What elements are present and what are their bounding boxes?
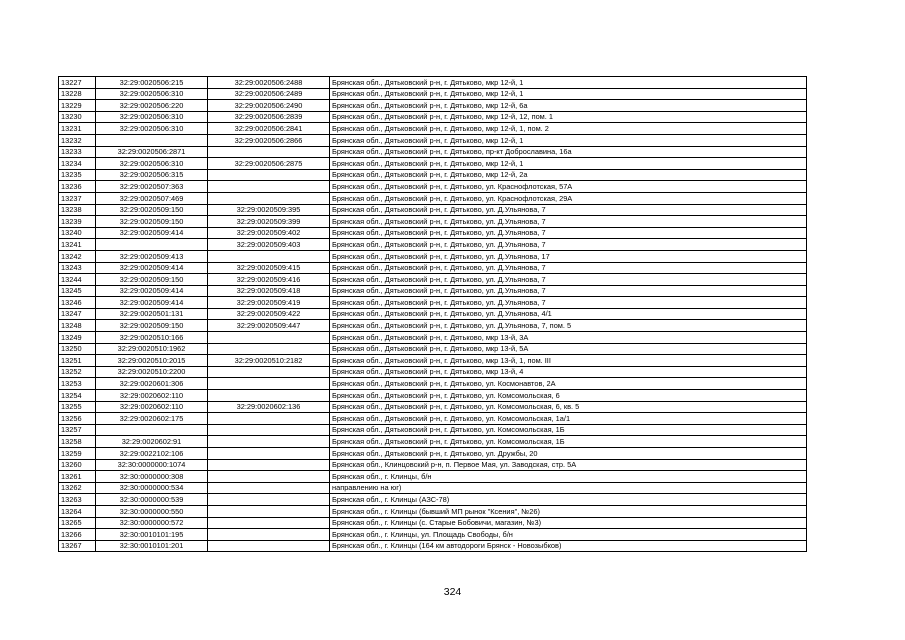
row-number-cell: 13243	[59, 262, 96, 274]
table-row	[59, 123, 807, 135]
object-cadastral-number-cell	[208, 146, 330, 158]
table-row	[59, 111, 807, 123]
object-cadastral-number-cell: 32:29:0020506:2489	[208, 88, 330, 100]
cadastral-number-cell: 32:29:0020510:2200	[96, 366, 208, 378]
table-row	[59, 262, 807, 274]
row-number-cell: 13228	[59, 88, 96, 100]
address-cell: Брянская обл., Дятьковский р-н, г. Дятьково, ул. Д.Ульянова, 7	[330, 274, 807, 286]
cadastral-number-cell: 32:29:0020602:110	[96, 401, 208, 413]
cadastral-number-cell: 32:29:0020509:413	[96, 250, 208, 262]
object-cadastral-number-cell	[208, 436, 330, 448]
row-number-cell: 13254	[59, 390, 96, 402]
object-cadastral-number-cell: 32:29:0020506:2866	[208, 134, 330, 146]
object-cadastral-number-cell: 32:29:0020509:399	[208, 216, 330, 228]
address-cell: Брянская обл., Дятьковский р-н, г. Дятьково, мкр 12-й, 1, пом. 2	[330, 123, 807, 135]
row-number-cell: 13262	[59, 482, 96, 494]
object-cadastral-number-cell: 32:29:0020509:419	[208, 297, 330, 309]
object-cadastral-number-cell: 32:29:0020506:2490	[208, 100, 330, 112]
object-cadastral-number-cell	[208, 424, 330, 436]
cadastral-registry-table	[58, 76, 807, 552]
row-number-cell: 13231	[59, 123, 96, 135]
cadastral-number-cell: 32:29:0020506:310	[96, 111, 208, 123]
row-number-cell: 13233	[59, 146, 96, 158]
address-cell: Брянская обл., Дятьковский р-н, г. Дятьково, ул. Д.Ульянова, 7	[330, 204, 807, 216]
object-cadastral-number-cell: 32:29:0020509:402	[208, 227, 330, 239]
address-cell: Брянская обл., Дятьковский р-н, г. Дятьково, мкр 12-й, 2а	[330, 169, 807, 181]
table-row	[59, 239, 807, 251]
address-cell: Брянская обл., Дятьковский р-н, г. Дятьково, ул. Д.Ульянова, 7	[330, 285, 807, 297]
row-number-cell: 13251	[59, 355, 96, 367]
cadastral-number-cell: 32:29:0020506:215	[96, 77, 208, 89]
address-cell: Брянская обл., Дятьковский р-н, г. Дятьково, ул. Д.Ульянова, 17	[330, 250, 807, 262]
address-cell: Брянская обл., Дятьковский р-н, г. Дятьково, ул. Д.Ульянова, 7	[330, 297, 807, 309]
object-cadastral-number-cell: 32:29:0020509:422	[208, 308, 330, 320]
row-number-cell: 13230	[59, 111, 96, 123]
cadastral-number-cell: 32:29:0020506:310	[96, 158, 208, 170]
object-cadastral-number-cell	[208, 332, 330, 344]
row-number-cell: 13234	[59, 158, 96, 170]
row-number-cell: 13253	[59, 378, 96, 390]
row-number-cell: 13235	[59, 169, 96, 181]
row-number-cell: 13250	[59, 343, 96, 355]
cadastral-number-cell: 32:29:0020507:469	[96, 192, 208, 204]
object-cadastral-number-cell: 32:29:0020509:415	[208, 262, 330, 274]
table-row	[59, 378, 807, 390]
cadastral-number-cell: 32:30:0000000:550	[96, 505, 208, 517]
object-cadastral-number-cell	[208, 192, 330, 204]
address-cell: Брянская обл., г. Клинцы (164 км автодороги Брянск - Новозыбков)	[330, 540, 807, 552]
cadastral-number-cell: 32:29:0020509:414	[96, 285, 208, 297]
cadastral-number-cell: 32:30:0000000:308	[96, 471, 208, 483]
object-cadastral-number-cell: 32:29:0020506:2839	[208, 111, 330, 123]
cadastral-number-cell: 32:29:0020506:310	[96, 123, 208, 135]
table-row	[59, 169, 807, 181]
table-row	[59, 494, 807, 506]
address-cell: Брянская обл., Дятьковский р-н, г. Дятьково, мкр 12-й, 1	[330, 88, 807, 100]
row-number-cell: 13260	[59, 459, 96, 471]
table-row	[59, 343, 807, 355]
cadastral-number-cell: 32:29:0020509:150	[96, 274, 208, 286]
cadastral-number-cell: 32:29:0020507:363	[96, 181, 208, 193]
address-cell: Брянская обл., г. Клинцы (бывший МП рынок "Ксения", №26)	[330, 505, 807, 517]
object-cadastral-number-cell: 32:29:0020509:403	[208, 239, 330, 251]
object-cadastral-number-cell: 32:29:0020510:2182	[208, 355, 330, 367]
object-cadastral-number-cell: 32:29:0020509:447	[208, 320, 330, 332]
cadastral-number-cell	[96, 424, 208, 436]
cadastral-number-cell: 32:29:0020509:150	[96, 216, 208, 228]
address-cell: Брянская обл., Дятьковский р-н, г. Дятьково, ул. Комсомольская, 6	[330, 390, 807, 402]
table-row	[59, 448, 807, 460]
address-cell: Брянская обл., Дятьковский р-н, г. Дятьково, мкр 12-й, 1	[330, 77, 807, 89]
row-number-cell: 13259	[59, 448, 96, 460]
row-number-cell: 13248	[59, 320, 96, 332]
table-row	[59, 366, 807, 378]
address-cell: Брянская обл., Дятьковский р-н, г. Дятьково, ул. Д.Ульянова, 4/1	[330, 308, 807, 320]
row-number-cell: 13229	[59, 100, 96, 112]
cadastral-number-cell: 32:30:0010101:201	[96, 540, 208, 552]
table-row	[59, 297, 807, 309]
row-number-cell: 13236	[59, 181, 96, 193]
row-number-cell: 13258	[59, 436, 96, 448]
cadastral-number-cell: 32:30:0000000:539	[96, 494, 208, 506]
row-number-cell: 13227	[59, 77, 96, 89]
object-cadastral-number-cell: 32:29:0020509:416	[208, 274, 330, 286]
object-cadastral-number-cell	[208, 181, 330, 193]
page-number: 324	[443, 586, 462, 598]
object-cadastral-number-cell	[208, 517, 330, 529]
row-number-cell: 13242	[59, 250, 96, 262]
registry-table-container	[58, 76, 806, 552]
table-row	[59, 332, 807, 344]
cadastral-number-cell: 32:29:0020509:414	[96, 297, 208, 309]
object-cadastral-number-cell: 32:29:0020602:136	[208, 401, 330, 413]
table-row	[59, 100, 807, 112]
table-row	[59, 355, 807, 367]
object-cadastral-number-cell	[208, 494, 330, 506]
row-number-cell: 13249	[59, 332, 96, 344]
row-number-cell: 13261	[59, 471, 96, 483]
row-number-cell: 13265	[59, 517, 96, 529]
address-cell: направлению на юг)	[330, 482, 807, 494]
cadastral-number-cell: 32:29:0020510:1962	[96, 343, 208, 355]
cadastral-number-cell: 32:29:0020510:166	[96, 332, 208, 344]
address-cell: Брянская обл., Дятьковский р-н, г. Дятьково, ул. Комсомольская, 1а/1	[330, 413, 807, 425]
table-row	[59, 505, 807, 517]
table-row	[59, 77, 807, 89]
row-number-cell: 13246	[59, 297, 96, 309]
object-cadastral-number-cell: 32:29:0020509:418	[208, 285, 330, 297]
row-number-cell: 13255	[59, 401, 96, 413]
address-cell: Брянская обл., Дятьковский р-н, г. Дятьково, ул. Краснофлотская, 57А	[330, 181, 807, 193]
table-row	[59, 88, 807, 100]
cadastral-number-cell: 32:30:0000000:572	[96, 517, 208, 529]
cadastral-number-cell: 32:29:0020602:175	[96, 413, 208, 425]
address-cell: Брянская обл., Дятьковский р-н, г. Дятьково, ул. Д.Ульянова, 7	[330, 216, 807, 228]
address-cell: Брянская обл., Клинцовский р-н, п. Первое Мая, ул. Заводская, стр. 5А	[330, 459, 807, 471]
row-number-cell: 13241	[59, 239, 96, 251]
address-cell: Брянская обл., Дятьковский р-н, г. Дятьково, мкр 12-й, 6а	[330, 100, 807, 112]
object-cadastral-number-cell	[208, 390, 330, 402]
row-number-cell: 13266	[59, 529, 96, 541]
address-cell: Брянская обл., г. Клинцы, б/н	[330, 471, 807, 483]
table-row	[59, 459, 807, 471]
row-number-cell: 13252	[59, 366, 96, 378]
address-cell: Брянская обл., Дятьковский р-н, г. Дятьково, мкр 12-й, 1	[330, 158, 807, 170]
object-cadastral-number-cell: 32:29:0020506:2841	[208, 123, 330, 135]
object-cadastral-number-cell: 32:29:0020506:2875	[208, 158, 330, 170]
table-row	[59, 390, 807, 402]
object-cadastral-number-cell	[208, 529, 330, 541]
address-cell: Брянская обл., Дятьковский р-н, г. Дятьково, мкр 13-й, 4	[330, 366, 807, 378]
cadastral-number-cell: 32:30:0000000:1074	[96, 459, 208, 471]
table-row	[59, 274, 807, 286]
table-row	[59, 413, 807, 425]
object-cadastral-number-cell	[208, 471, 330, 483]
table-row	[59, 146, 807, 158]
address-cell: Брянская обл., Дятьковский р-н, г. Дятьково, ул. Д.Ульянова, 7	[330, 227, 807, 239]
address-cell: Брянская обл., Дятьковский р-н, г. Дятьково, мкр 13-й, 1, пом. III	[330, 355, 807, 367]
table-body	[59, 77, 807, 552]
cadastral-number-cell	[96, 239, 208, 251]
table-row	[59, 192, 807, 204]
object-cadastral-number-cell	[208, 343, 330, 355]
object-cadastral-number-cell	[208, 540, 330, 552]
row-number-cell: 13240	[59, 227, 96, 239]
object-cadastral-number-cell	[208, 459, 330, 471]
cadastral-number-cell: 32:29:0020506:315	[96, 169, 208, 181]
cadastral-number-cell: 32:29:0020506:2871	[96, 146, 208, 158]
address-cell: Брянская обл., Дятьковский р-н, г. Дятьково, ул. Дружбы, 20	[330, 448, 807, 460]
cadastral-number-cell: 32:29:0020509:150	[96, 320, 208, 332]
object-cadastral-number-cell	[208, 505, 330, 517]
table-row	[59, 308, 807, 320]
address-cell: Брянская обл., Дятьковский р-н, г. Дятьково, мкр 13-й, 3А	[330, 332, 807, 344]
address-cell: Брянская обл., Дятьковский р-н, г. Дятьково, ул. Д.Ульянова, 7	[330, 239, 807, 251]
table-row	[59, 424, 807, 436]
row-number-cell: 13263	[59, 494, 96, 506]
cadastral-number-cell: 32:29:0020506:220	[96, 100, 208, 112]
address-cell: Брянская обл., Дятьковский р-н, г. Дятьково, ул. Комсомольская, 1Б	[330, 436, 807, 448]
table-row	[59, 482, 807, 494]
row-number-cell: 13256	[59, 413, 96, 425]
address-cell: Брянская обл., Дятьковский р-н, г. Дятьково, ул. Д.Ульянова, 7	[330, 262, 807, 274]
address-cell: Брянская обл., Дятьковский р-н, г. Дятьково, пр-кт Доброславина, 16а	[330, 146, 807, 158]
cadastral-number-cell: 32:29:0020501:131	[96, 308, 208, 320]
table-row	[59, 285, 807, 297]
address-cell: Брянская обл., Дятьковский р-н, г. Дятьково, ул. Краснофлотская, 29А	[330, 192, 807, 204]
row-number-cell: 13257	[59, 424, 96, 436]
table-row	[59, 517, 807, 529]
table-row	[59, 320, 807, 332]
object-cadastral-number-cell	[208, 169, 330, 181]
cadastral-number-cell: 32:30:0010101:195	[96, 529, 208, 541]
row-number-cell: 13239	[59, 216, 96, 228]
cadastral-number-cell: 32:29:0020602:110	[96, 390, 208, 402]
address-cell: Брянская обл., Дятьковский р-н, г. Дятьково, ул. Комсомольская, 6, кв. 5	[330, 401, 807, 413]
row-number-cell: 13247	[59, 308, 96, 320]
row-number-cell: 13245	[59, 285, 96, 297]
object-cadastral-number-cell: 32:29:0020506:2488	[208, 77, 330, 89]
object-cadastral-number-cell: 32:29:0020509:395	[208, 204, 330, 216]
cadastral-number-cell: 32:29:0020509:414	[96, 227, 208, 239]
address-cell: Брянская обл., г. Клинцы, ул. Площадь Свободы, б/н	[330, 529, 807, 541]
address-cell: Брянская обл., г. Клинцы (АЗС-78)	[330, 494, 807, 506]
object-cadastral-number-cell	[208, 413, 330, 425]
row-number-cell: 13238	[59, 204, 96, 216]
object-cadastral-number-cell	[208, 378, 330, 390]
object-cadastral-number-cell	[208, 250, 330, 262]
object-cadastral-number-cell	[208, 448, 330, 460]
address-cell: Брянская обл., Дятьковский р-н, г. Дятьково, ул. Д.Ульянова, 7, пом. 5	[330, 320, 807, 332]
address-cell: Брянская обл., Дятьковский р-н, г. Дятьково, мкр 12-й, 12, пом. 1	[330, 111, 807, 123]
address-cell: Брянская обл., г. Клинцы (с. Старые Бобовичи, магазин, №3)	[330, 517, 807, 529]
table-row	[59, 227, 807, 239]
cadastral-number-cell: 32:29:0020510:2015	[96, 355, 208, 367]
table-row	[59, 529, 807, 541]
row-number-cell: 13267	[59, 540, 96, 552]
address-cell: Брянская обл., Дятьковский р-н, г. Дятьково, ул. Космонавтов, 2А	[330, 378, 807, 390]
table-row	[59, 134, 807, 146]
cadastral-number-cell	[96, 134, 208, 146]
row-number-cell: 13237	[59, 192, 96, 204]
cadastral-number-cell: 32:29:0020509:414	[96, 262, 208, 274]
table-row	[59, 158, 807, 170]
object-cadastral-number-cell	[208, 482, 330, 494]
table-row	[59, 471, 807, 483]
object-cadastral-number-cell	[208, 366, 330, 378]
table-row	[59, 436, 807, 448]
address-cell: Брянская обл., Дятьковский р-н, г. Дятьково, ул. Комсомольская, 1Б	[330, 424, 807, 436]
row-number-cell: 13244	[59, 274, 96, 286]
cadastral-number-cell: 32:29:0022102:106	[96, 448, 208, 460]
table-row	[59, 250, 807, 262]
row-number-cell: 13264	[59, 505, 96, 517]
table-row	[59, 540, 807, 552]
cadastral-number-cell: 32:30:0000000:534	[96, 482, 208, 494]
row-number-cell: 13232	[59, 134, 96, 146]
address-cell: Брянская обл., Дятьковский р-н, г. Дятьково, мкр 13-й, 5А	[330, 343, 807, 355]
address-cell: Брянская обл., Дятьковский р-н, г. Дятьково, мкр 12-й, 1	[330, 134, 807, 146]
cadastral-number-cell: 32:29:0020602:91	[96, 436, 208, 448]
table-row	[59, 216, 807, 228]
table-row	[59, 181, 807, 193]
table-row	[59, 204, 807, 216]
table-row	[59, 401, 807, 413]
cadastral-number-cell: 32:29:0020601:306	[96, 378, 208, 390]
cadastral-number-cell: 32:29:0020509:150	[96, 204, 208, 216]
cadastral-number-cell: 32:29:0020506:310	[96, 88, 208, 100]
